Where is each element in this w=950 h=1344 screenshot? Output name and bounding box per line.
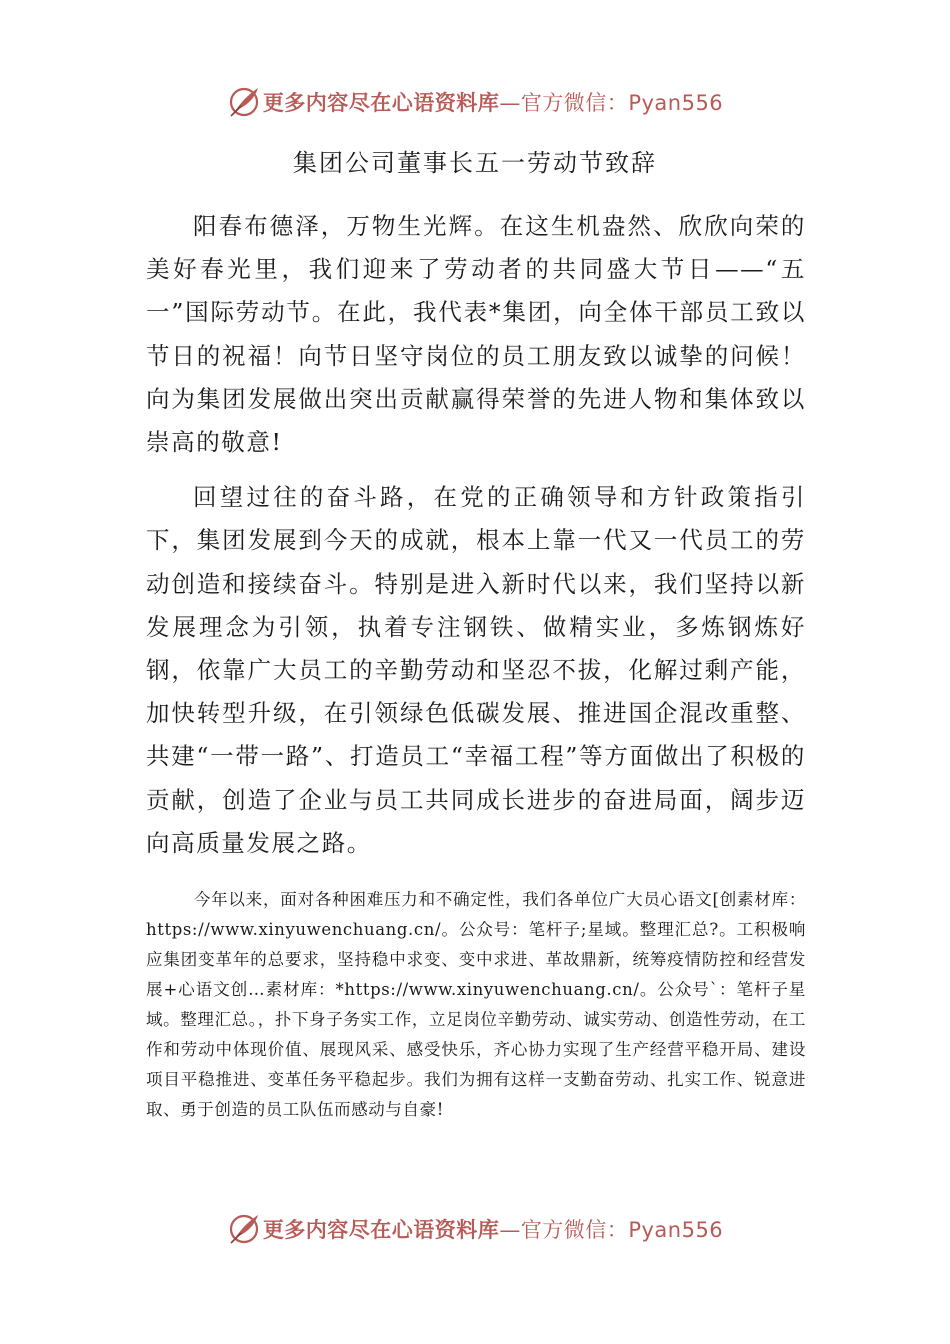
banner-brand: 更多内容尽在心语资料库: [262, 1218, 500, 1242]
footer-banner: [0, 1207, 950, 1251]
speech-body: [146, 205, 806, 877]
header-banner: [0, 80, 950, 124]
quill-logo-icon: [227, 85, 261, 119]
page-title: 集团公司董事长五一劳动节致辞: [293, 149, 657, 177]
banner-account: Pyan556: [628, 91, 724, 115]
banner-brand: 更多内容尽在心语资料库: [262, 91, 500, 115]
quill-logo-icon: [227, 1212, 261, 1246]
paragraph-2: 回望过往的奋斗路，在党的正确领导和方针政策指引下，集团发展到今天的成就，根本上靠一代又一代员工的劳动创造和接续奋斗。特别是进入新时代以来，我们坚持以新发展理念为引领，执着专注钢铁、做精实业，多炼钢炼好钢，依靠广大员工的辛勤劳动和坚忍不拔，化解过剩产能，加快转型升级，在引领绿色低碳发展、推进国企混改重整、共建“一带一路”、打造员工“幸福工程”等方面做出了积极的贡献，创造了企业与员工共同成长进步的奋进局面，阔步迈向高质量发展之路。: [146, 483, 806, 857]
speech-body-small: [146, 885, 806, 1125]
banner-account: Pyan556: [628, 1218, 724, 1242]
banner-wechat-label: —官方微信：: [499, 1218, 629, 1242]
banner-text: [263, 87, 723, 117]
banner-wechat-label: —官方微信：: [499, 91, 629, 115]
paragraph-3: 今年以来，面对各种困难压力和不确定性，我们各单位广大员心语文[创素材库：https://www.xinyuwenchuang.cn/。公众号：笔杆子;星域。整理汇总?。工积极响应集团变革年的总要求，坚持稳中求变、变中求进、革故鼎新，统筹疫情防控和经营发展+心语文创…素材库：*https://www.xinyuwenchuang.cn/。公众号`：笔杆子星域。整理汇总。，扑下身子务实工作，立足岗位辛勤劳动、诚实劳动、创造性劳动，在工作和劳动中体现价值、展现风采、感受快乐，齐心协力实现了生产经营平稳开局、建设项目平稳推进、变革任务平稳起步。我们为拥有这样一支勤奋劳动、扎实工作、锐意进取、勇于创造的员工队伍而感动与自豪!: [146, 890, 806, 1119]
banner-text: [263, 1214, 723, 1244]
paragraph-1: 阳春布德泽，万物生光辉。在这生机盎然、欣欣向荣的美好春光里，我们迎来了劳动者的共同盛大节日——“五一”国际劳动节。在此，我代表*集团，向全体干部员工致以节日的祝福！向节日坚守岗位的员工朋友致以诚挚的问候！向为集团发展做出突出贡献赢得荣誉的先进人物和集体致以崇高的敬意!: [146, 212, 806, 457]
